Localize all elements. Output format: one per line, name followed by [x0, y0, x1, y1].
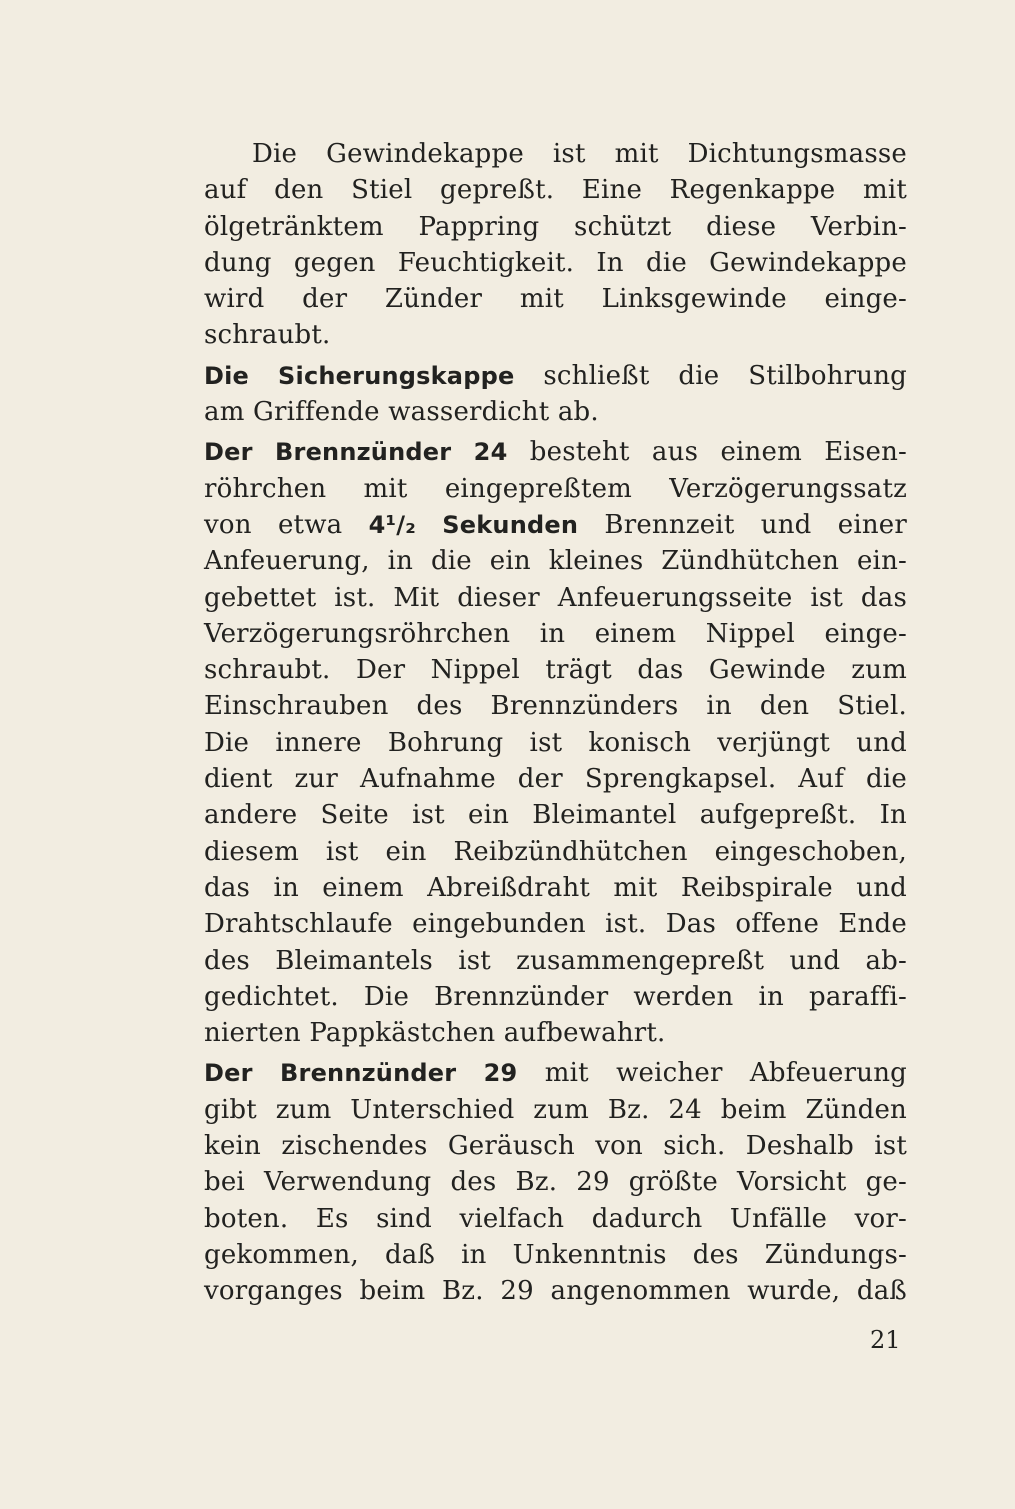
text-line: gibt zum Unterschied zum Bz. 24 beim Zünden — [204, 1094, 907, 1125]
text-line: des Bleimantels ist zusammengepreßt und ab- — [204, 945, 907, 976]
text-line: andere Seite ist ein Bleimantel aufgepreßt. In — [204, 800, 907, 831]
paragraph-brennzuender-29 — [204, 1055, 907, 1309]
text-line: Anfeuerung, in die ein kleines Zündhütchen ein- — [204, 546, 907, 577]
text-line: Einschrauben des Brennzünders in den Stiel. — [204, 691, 907, 722]
text-line: wird der Zünder mit Linksgewinde einge- — [204, 284, 907, 315]
text-line: am Griffende wasserdicht ab. — [204, 397, 599, 428]
text-line: Die innere Bohrung ist konisch verjüngt und — [204, 727, 907, 758]
text-fragment: Brennzeit und einer — [578, 509, 908, 540]
text-line: Die Gewindekappe ist mit Dichtungsmasse — [252, 139, 907, 169]
body-text — [204, 136, 907, 1314]
text-line: das in einem Abreißdraht mit Reibspirale und — [204, 872, 907, 903]
text-line: gekommen, daß in Unkenntnis des Zündungs- — [204, 1239, 907, 1270]
text-line: Verzögerungsröhrchen in einem Nippel einge- — [204, 618, 907, 649]
text-line: schraubt. — [204, 320, 331, 351]
text-line: bei Verwendung des Bz. 29 größte Vorsicht ge- — [204, 1167, 907, 1198]
bold-term: Die Sicherungskappe — [204, 361, 515, 390]
paragraph-gewindekappe — [204, 136, 907, 354]
page-number: 21 — [870, 1326, 901, 1354]
text-line: Drahtschlaufe eingebunden ist. Das offene Ende — [204, 909, 907, 940]
bold-duration: 4¹/₂ Sekunden — [368, 510, 579, 539]
text-fragment: besteht aus einem Eisen- — [507, 437, 908, 468]
text-line: dung gegen Feuchtigkeit. In die Gewindekappe — [204, 247, 907, 278]
bold-term: Der Brennzünder 29 — [204, 1059, 518, 1088]
text-line: auf den Stiel gepreßt. Eine Regenkappe mit — [204, 175, 907, 206]
bold-term: Der Brennzünder 24 — [204, 438, 508, 467]
text-line: kein zischendes Geräusch von sich. Deshalb ist — [204, 1131, 907, 1162]
text-line — [204, 1055, 907, 1091]
text-line: nierten Pappkästchen aufbewahrt. — [204, 1018, 666, 1049]
text-line — [204, 434, 907, 470]
text-line: schraubt. Der Nippel trägt das Gewinde zum — [204, 655, 907, 686]
text-line: gedichtet. Die Brennzünder werden in paraffi- — [204, 981, 907, 1012]
text-fragment: schließt die Stilbohrung — [514, 360, 907, 391]
text-line: boten. Es sind vielfach dadurch Unfälle vor- — [204, 1203, 907, 1234]
text-line: diesem ist ein Reibzündhütchen eingeschoben, — [204, 836, 907, 867]
text-line: gebettet ist. Mit dieser Anfeuerungsseite ist das — [204, 582, 907, 613]
text-line: vorganges beim Bz. 29 angenommen wurde, daß — [204, 1276, 907, 1307]
text-line — [204, 507, 907, 543]
text-fragment: mit weicher Abfeuerung — [517, 1058, 907, 1089]
text-line: ölgetränktem Pappring schützt diese Verbin- — [204, 211, 907, 242]
text-line — [204, 358, 907, 394]
text-line: röhrchen mit eingepreßtem Verzögerungssatz — [204, 473, 907, 504]
text-fragment: von etwa — [204, 509, 343, 540]
text-line: dient zur Aufnahme der Sprengkapsel. Auf die — [204, 764, 907, 795]
paragraph-sicherungskappe — [204, 358, 907, 431]
paragraph-brennzuender-24 — [204, 434, 907, 1051]
